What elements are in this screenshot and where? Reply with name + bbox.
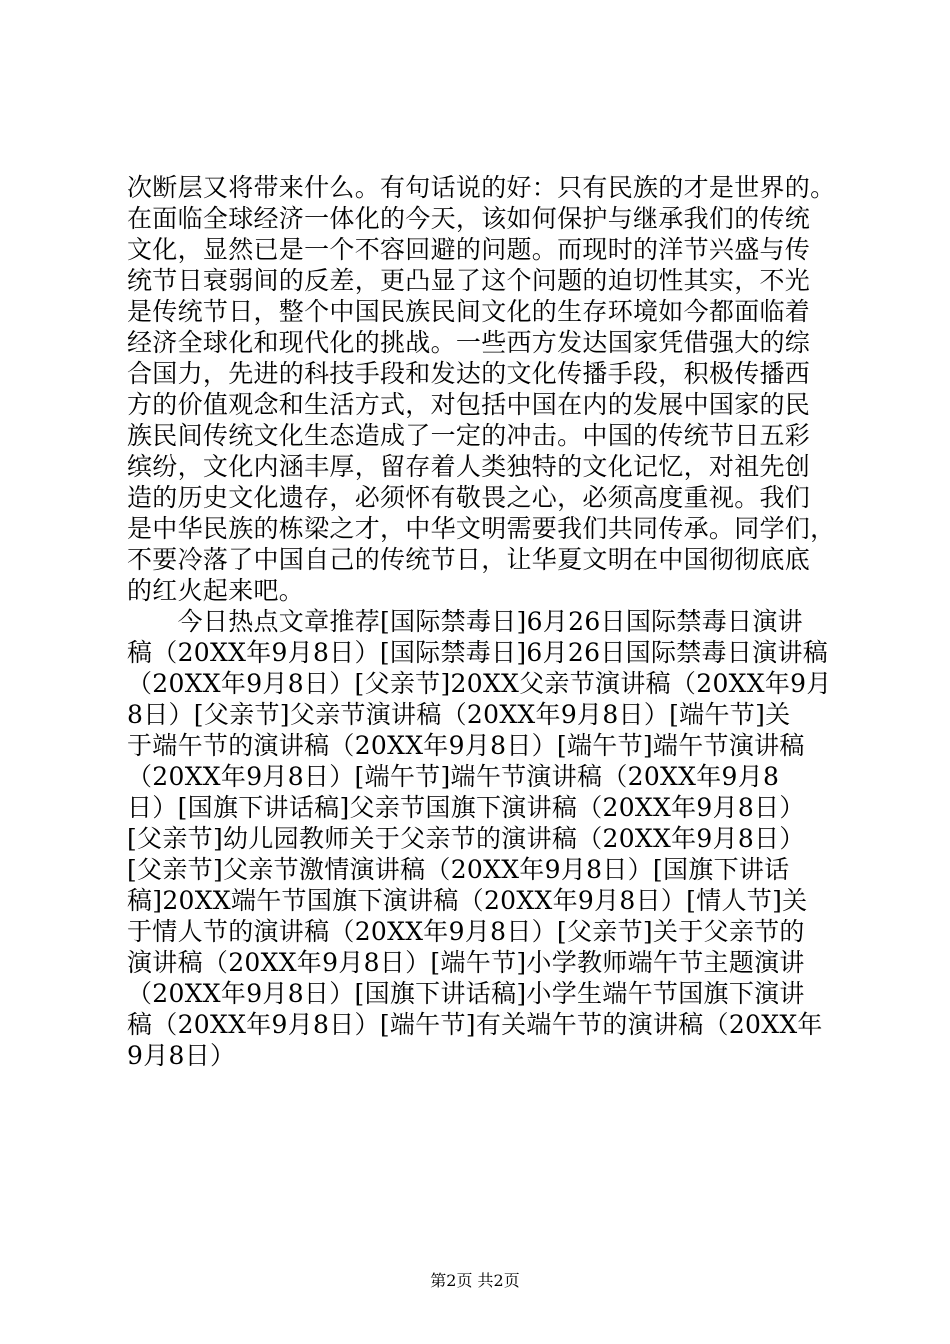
text-line: 族民间传统文化生态造成了一定的冲击。中国的传统节日五彩 [127, 421, 811, 450]
text-line: 造的历史文化遗存，必须怀有敬畏之心，必须高度重视。我们 [127, 483, 811, 512]
text-line: 缤纷，文化内涵丰厚，留存着人类独特的文化记忆，对祖先创 [127, 452, 811, 481]
text-line: 统节日衰弱间的反差，更凸显了这个问题的迫切性其实，不光 [127, 266, 811, 295]
text-line: 是中华民族的栋梁之才，中华文明需要我们共同传承。同学们， [127, 514, 836, 543]
text-line: 8日）[父亲节]父亲节演讲稿（20XX年9月8日）[端午节]关 [127, 700, 791, 729]
text-line: 的红火起来吧。 [127, 576, 305, 605]
text-line: 演讲稿（20XX年9月8日）[端午节]小学教师端午节主题演讲 [127, 948, 805, 977]
text-line: 经济全球化和现代化的挑战。一些西方发达国家凭借强大的综 [127, 328, 811, 357]
text-line: 次断层又将带来什么。有句话说的好：只有民族的才是世界的。 [127, 173, 836, 202]
text-line: 是传统节日，整个中国民族民间文化的生存环境如今都面临着 [127, 297, 811, 326]
text-line: （20XX年9月8日）[父亲节]20XX父亲节演讲稿（20XX年9月 [127, 669, 832, 698]
text-line: 方的价值观念和生活方式，对包括中国在内的发展中国家的民 [127, 390, 811, 419]
document-body [127, 172, 837, 1071]
text-line: 稿]20XX端午节国旗下演讲稿（20XX年9月8日）[情人节]关 [127, 886, 808, 915]
text-line: 于端午节的演讲稿（20XX年9月8日）[端午节]端午节演讲稿 [127, 731, 805, 760]
text-line: [父亲节]幼儿园教师关于父亲节的演讲稿（20XX年9月8日） [127, 824, 805, 853]
page-number-footer: 第2页 共2页 [430, 1271, 520, 1290]
text-line: 在面临全球经济一体化的今天，该如何保护与继承我们的传统 [127, 204, 811, 233]
text-line: 稿（20XX年9月8日）[国际禁毒日]6月26日国际禁毒日演讲稿 [127, 638, 829, 667]
text-line: 今日热点文章推荐[国际禁毒日]6月26日国际禁毒日演讲 [127, 607, 803, 636]
text-line: 稿（20XX年9月8日）[端午节]有关端午节的演讲稿（20XX年 [127, 1010, 823, 1039]
text-line: 日）[国旗下讲话稿]父亲节国旗下演讲稿（20XX年9月8日） [127, 793, 805, 822]
text-line: 合国力，先进的科技手段和发达的文化传播手段，积极传播西 [127, 359, 811, 388]
text-line: [父亲节]父亲节激情演讲稿（20XX年9月8日）[国旗下讲话 [127, 855, 790, 884]
text-line: 不要冷落了中国自己的传统节日，让华夏文明在中国彻彻底底 [127, 545, 811, 574]
text-line: 9月8日） [127, 1041, 236, 1070]
text-line: 于情人节的演讲稿（20XX年9月8日）[父亲节]关于父亲节的 [127, 917, 805, 946]
text-line: 文化，显然已是一个不容回避的问题。而现时的洋节兴盛与传 [127, 235, 811, 264]
text-line: （20XX年9月8日）[国旗下讲话稿]小学生端午节国旗下演讲 [127, 979, 805, 1008]
text-line: （20XX年9月8日）[端午节]端午节演讲稿（20XX年9月8 [127, 762, 780, 791]
